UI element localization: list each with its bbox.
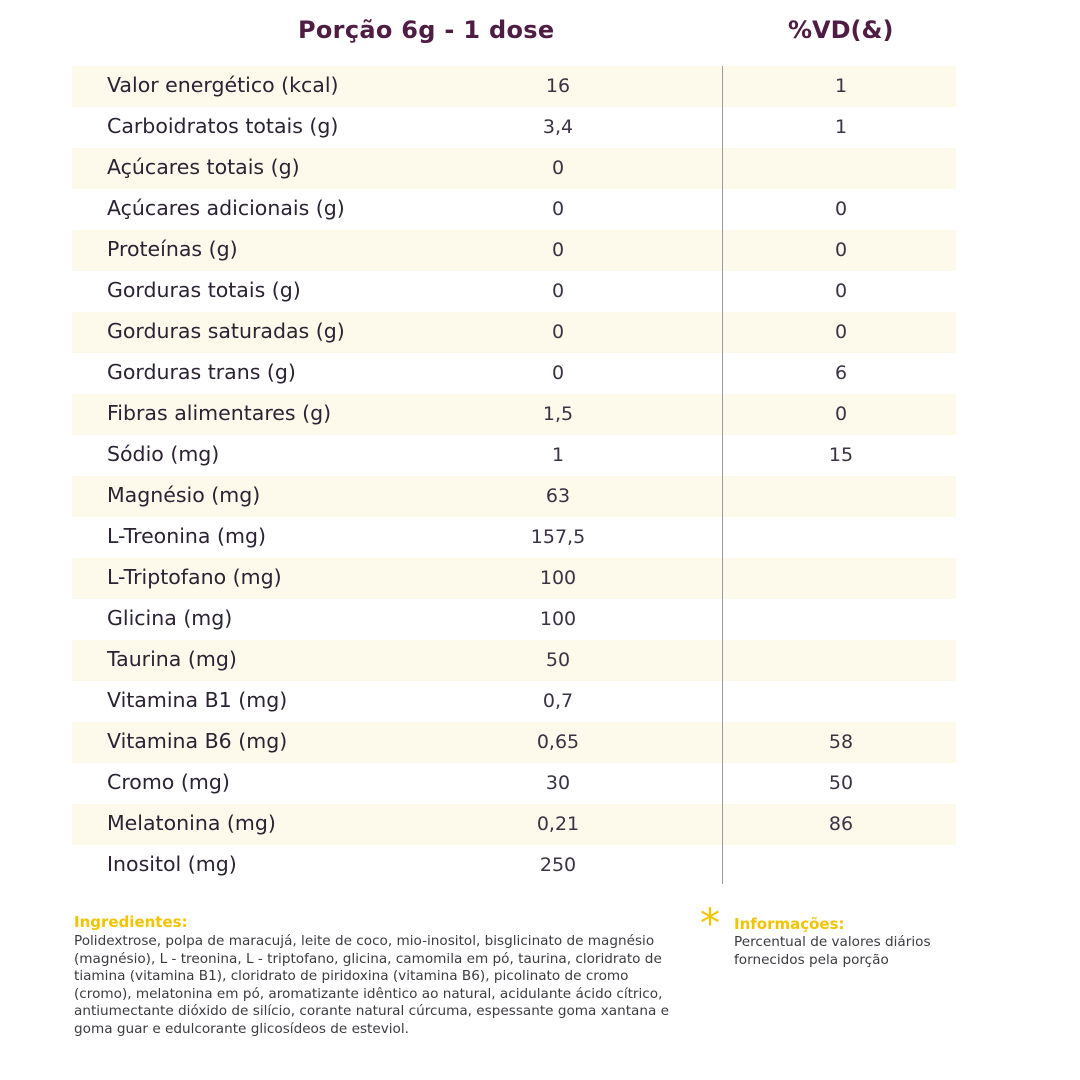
asterisk-icon: *	[700, 901, 720, 947]
nutrient-amount: 63	[545, 485, 571, 507]
table-row	[72, 804, 956, 845]
nutrient-daily-value: 1	[834, 75, 848, 97]
nutrient-name: Vitamina B6 (mg)	[107, 729, 288, 753]
table-row	[72, 312, 956, 353]
nutrient-name: Gorduras saturadas (g)	[107, 319, 345, 343]
info-text: Percentual de valores diários fornecidos pela porção	[734, 934, 931, 968]
table-row	[72, 681, 956, 722]
ingredients-text: Polidextrose, polpa de maracujá, leite de coco, mio-inositol, bisglicinato de magnésio (magnésio), L - treonina, L - triptofano, glicina, camomila em pó, taurina, cloridrato de tiamina (vitamina B1), cloridrato de piridoxina (vitamina B6), picolinato de cromo (cromo), melatonina em pó, aromatizante idêntico ao natural, acidulante ácido cítrico, antiumectante dióxido de silício, corante natural cúrcuma, espessante goma xantana e goma guar e edulcorante glicosídeos de esteviol.	[74, 933, 669, 1037]
table-row	[72, 394, 956, 435]
table-row	[72, 107, 956, 148]
nutrient-name: Gorduras totais (g)	[107, 278, 301, 302]
nutrient-daily-value: 86	[828, 813, 854, 835]
nutrient-name: Fibras alimentares (g)	[107, 401, 332, 425]
table-row	[72, 599, 956, 640]
table-row	[72, 66, 956, 107]
nutrient-amount: 16	[545, 75, 571, 97]
nutrient-amount: 0	[551, 280, 565, 302]
nutrient-amount: 1,5	[542, 403, 574, 425]
nutrient-name: Carboidratos totais (g)	[107, 114, 339, 138]
table-row	[72, 845, 956, 886]
nutrient-amount: 30	[545, 772, 571, 794]
nutrient-name: Magnésio (mg)	[107, 483, 261, 507]
nutrient-amount: 0	[551, 362, 565, 384]
table-row	[72, 476, 956, 517]
nutrient-name: Vitamina B1 (mg)	[107, 688, 288, 712]
table-row	[72, 271, 956, 312]
table-row	[72, 435, 956, 476]
nutrient-name: Cromo (mg)	[107, 770, 230, 794]
table-row	[72, 558, 956, 599]
nutrient-daily-value: 0	[834, 280, 848, 302]
ingredients-title: Ingredientes:	[74, 913, 188, 931]
column-divider	[722, 66, 723, 884]
nutrient-amount: 0	[551, 321, 565, 343]
nutrient-amount: 0	[551, 198, 565, 220]
table-row	[72, 148, 956, 189]
nutrient-name: Melatonina (mg)	[107, 811, 276, 835]
nutrient-name: L-Triptofano (mg)	[107, 565, 282, 589]
nutrient-daily-value: 15	[828, 444, 854, 466]
nutrient-daily-value: 0	[834, 198, 848, 220]
nutrient-name: Valor energético (kcal)	[107, 73, 339, 97]
table-row	[72, 722, 956, 763]
nutrient-name: Inositol (mg)	[107, 852, 237, 876]
nutrient-amount: 1	[551, 444, 565, 466]
nutrient-amount: 100	[539, 608, 577, 630]
nutrient-name: Glicina (mg)	[107, 606, 233, 630]
nutrient-daily-value: 0	[834, 321, 848, 343]
nutrient-name: Gorduras trans (g)	[107, 360, 296, 384]
vd-header: %VD(&)	[788, 16, 894, 44]
nutrient-name: Açúcares totais (g)	[107, 155, 300, 179]
table-row	[72, 763, 956, 804]
nutrient-daily-value: 0	[834, 239, 848, 261]
table-row	[72, 353, 956, 394]
nutrient-amount: 0,21	[536, 813, 580, 835]
nutrient-amount: 50	[545, 649, 571, 671]
table-row	[72, 230, 956, 271]
table-row	[72, 189, 956, 230]
nutrient-name: Açúcares adicionais (g)	[107, 196, 345, 220]
nutrient-name: Sódio (mg)	[107, 442, 220, 466]
nutrient-amount: 100	[539, 567, 577, 589]
nutrient-amount: 0,7	[542, 690, 574, 712]
nutrient-amount: 0	[551, 239, 565, 261]
info-title: Informações:	[734, 915, 845, 933]
nutrient-amount: 0,65	[536, 731, 580, 753]
nutrient-daily-value: 0	[834, 403, 848, 425]
nutrient-daily-value: 58	[828, 731, 854, 753]
nutrient-name: Proteínas (g)	[107, 237, 238, 261]
nutrient-daily-value: 1	[834, 116, 848, 138]
table-row	[72, 517, 956, 558]
nutrient-amount: 3,4	[542, 116, 574, 138]
nutrient-amount: 0	[551, 157, 565, 179]
nutrient-amount: 157,5	[530, 526, 586, 548]
nutrition-table	[72, 66, 956, 886]
nutrient-name: L-Treonina (mg)	[107, 524, 266, 548]
nutrient-daily-value: 6	[834, 362, 848, 384]
nutrient-daily-value: 50	[828, 772, 854, 794]
portion-header: Porção 6g - 1 dose	[298, 16, 555, 44]
nutrient-amount: 250	[539, 854, 577, 876]
nutrient-name: Taurina (mg)	[107, 647, 237, 671]
table-row	[72, 640, 956, 681]
